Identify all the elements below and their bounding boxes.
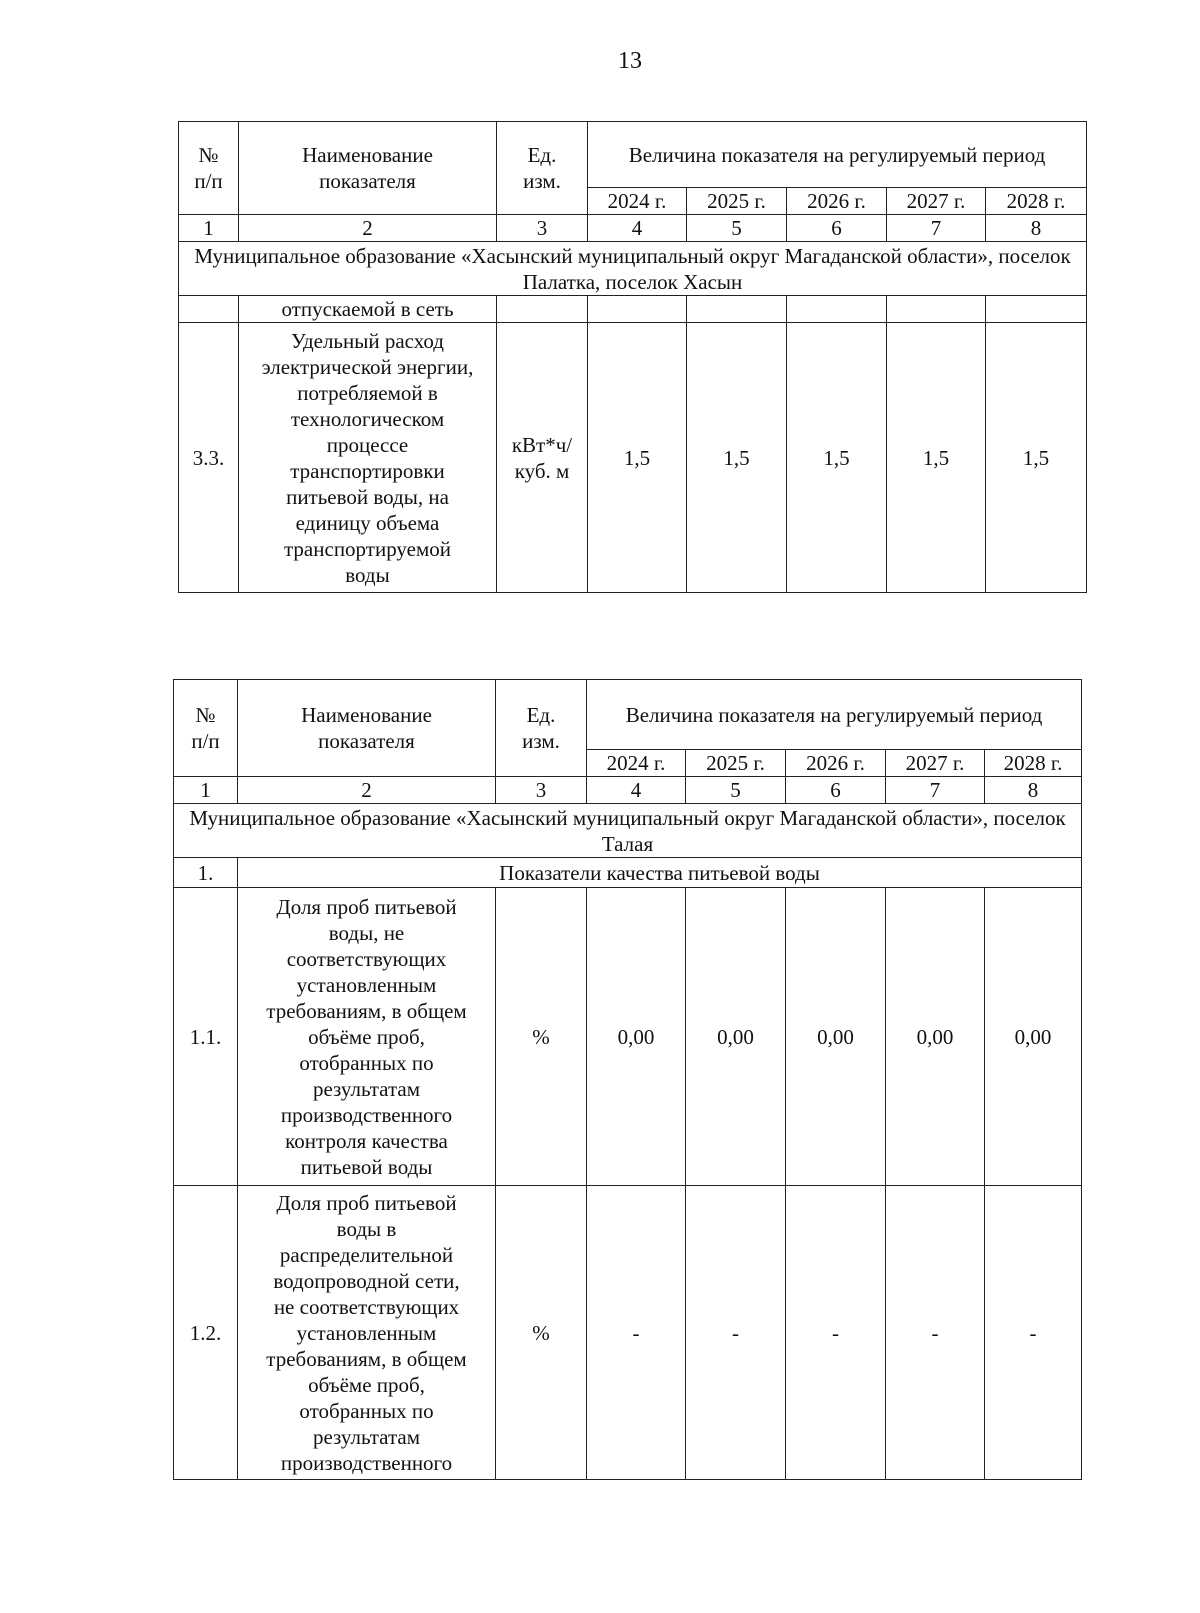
row-value: 1,5 (986, 323, 1087, 593)
header-year: 2028 г. (986, 188, 1087, 215)
col-number: 5 (686, 777, 786, 804)
indicators-table-1 (178, 121, 1087, 593)
header-num: № п/п (174, 680, 238, 777)
table-row (174, 888, 1082, 1186)
col-number: 4 (587, 777, 686, 804)
col-number: 7 (886, 777, 985, 804)
header-period: Величина показателя на регулируемый период (587, 680, 1082, 750)
header-name: Наименование показателя (238, 680, 496, 777)
row-value: - (786, 1186, 886, 1480)
header-year: 2024 г. (587, 750, 686, 777)
row-name: Доля проб питьевой воды в распределительной водопроводной сети, не соответствующих установленным требованиям, в общем объёме проб, отобранных по результатам производственного (238, 1186, 496, 1480)
row-value: - (587, 1186, 686, 1480)
row-value: - (985, 1186, 1082, 1480)
row-value: 0,00 (587, 888, 686, 1186)
col-number: 2 (238, 777, 496, 804)
col-number: 6 (786, 777, 886, 804)
row-num: 1.2. (174, 1186, 238, 1480)
header-period: Величина показателя на регулируемый период (588, 122, 1087, 188)
row-value: 1,5 (887, 323, 986, 593)
table-row (174, 1186, 1082, 1480)
row-unit: % (496, 1186, 587, 1480)
table-row (179, 323, 1087, 593)
row-unit: % (496, 888, 587, 1186)
header-year: 2026 г. (787, 188, 887, 215)
page-number: 13 (618, 48, 642, 74)
header-name: Наименование показателя (239, 122, 497, 215)
col-number: 1 (174, 777, 238, 804)
row-value: 0,00 (985, 888, 1082, 1186)
row-name: Удельный расход электрической энергии, потребляемой в технологическом процессе транспортировки питьевой воды, на единицу объема транспортируемой воды (239, 323, 497, 593)
row-value: 0,00 (686, 888, 786, 1186)
header-year: 2026 г. (786, 750, 886, 777)
row-name: Доля проб питьевой воды, не соответствующих установленным требованиям, в общем объёме проб, отобранных по результатам производственного контроля качества питьевой воды (238, 888, 496, 1186)
col-number: 8 (985, 777, 1082, 804)
row-num (179, 296, 239, 323)
col-number: 1 (179, 215, 239, 242)
section-num: 1. (174, 858, 238, 888)
col-number: 4 (588, 215, 687, 242)
row-value: 1,5 (588, 323, 687, 593)
col-number: 3 (497, 215, 588, 242)
header-year: 2028 г. (985, 750, 1082, 777)
col-number: 5 (687, 215, 787, 242)
row-num: 1.1. (174, 888, 238, 1186)
row-unit: кВт*ч/ куб. м (497, 323, 588, 593)
col-number: 2 (239, 215, 497, 242)
header-unit: Ед. изм. (497, 122, 588, 215)
header-year: 2025 г. (686, 750, 786, 777)
row-name: отпускаемой в сеть (239, 296, 497, 323)
region-heading: Муниципальное образование «Хасынский муниципальный округ Магаданской области», поселок Палатка, поселок Хасын (179, 242, 1087, 296)
row-value: - (686, 1186, 786, 1480)
region-heading: Муниципальное образование «Хасынский муниципальный округ Магаданской области», поселок Талая (174, 804, 1082, 858)
col-number: 7 (887, 215, 986, 242)
header-num: № п/п (179, 122, 239, 215)
header-unit: Ед. изм. (496, 680, 587, 777)
col-number: 8 (986, 215, 1087, 242)
col-number: 3 (496, 777, 587, 804)
header-year: 2027 г. (887, 188, 986, 215)
header-year: 2025 г. (687, 188, 787, 215)
indicators-table-2 (173, 679, 1082, 1480)
row-value: 1,5 (787, 323, 887, 593)
row-value: - (886, 1186, 985, 1480)
row-value: 0,00 (786, 888, 886, 1186)
header-year: 2024 г. (588, 188, 687, 215)
header-year: 2027 г. (886, 750, 985, 777)
row-value: 0,00 (886, 888, 985, 1186)
row-num: 3.3. (179, 323, 239, 593)
col-number: 6 (787, 215, 887, 242)
section-title: Показатели качества питьевой воды (238, 858, 1082, 888)
row-value: 1,5 (687, 323, 787, 593)
